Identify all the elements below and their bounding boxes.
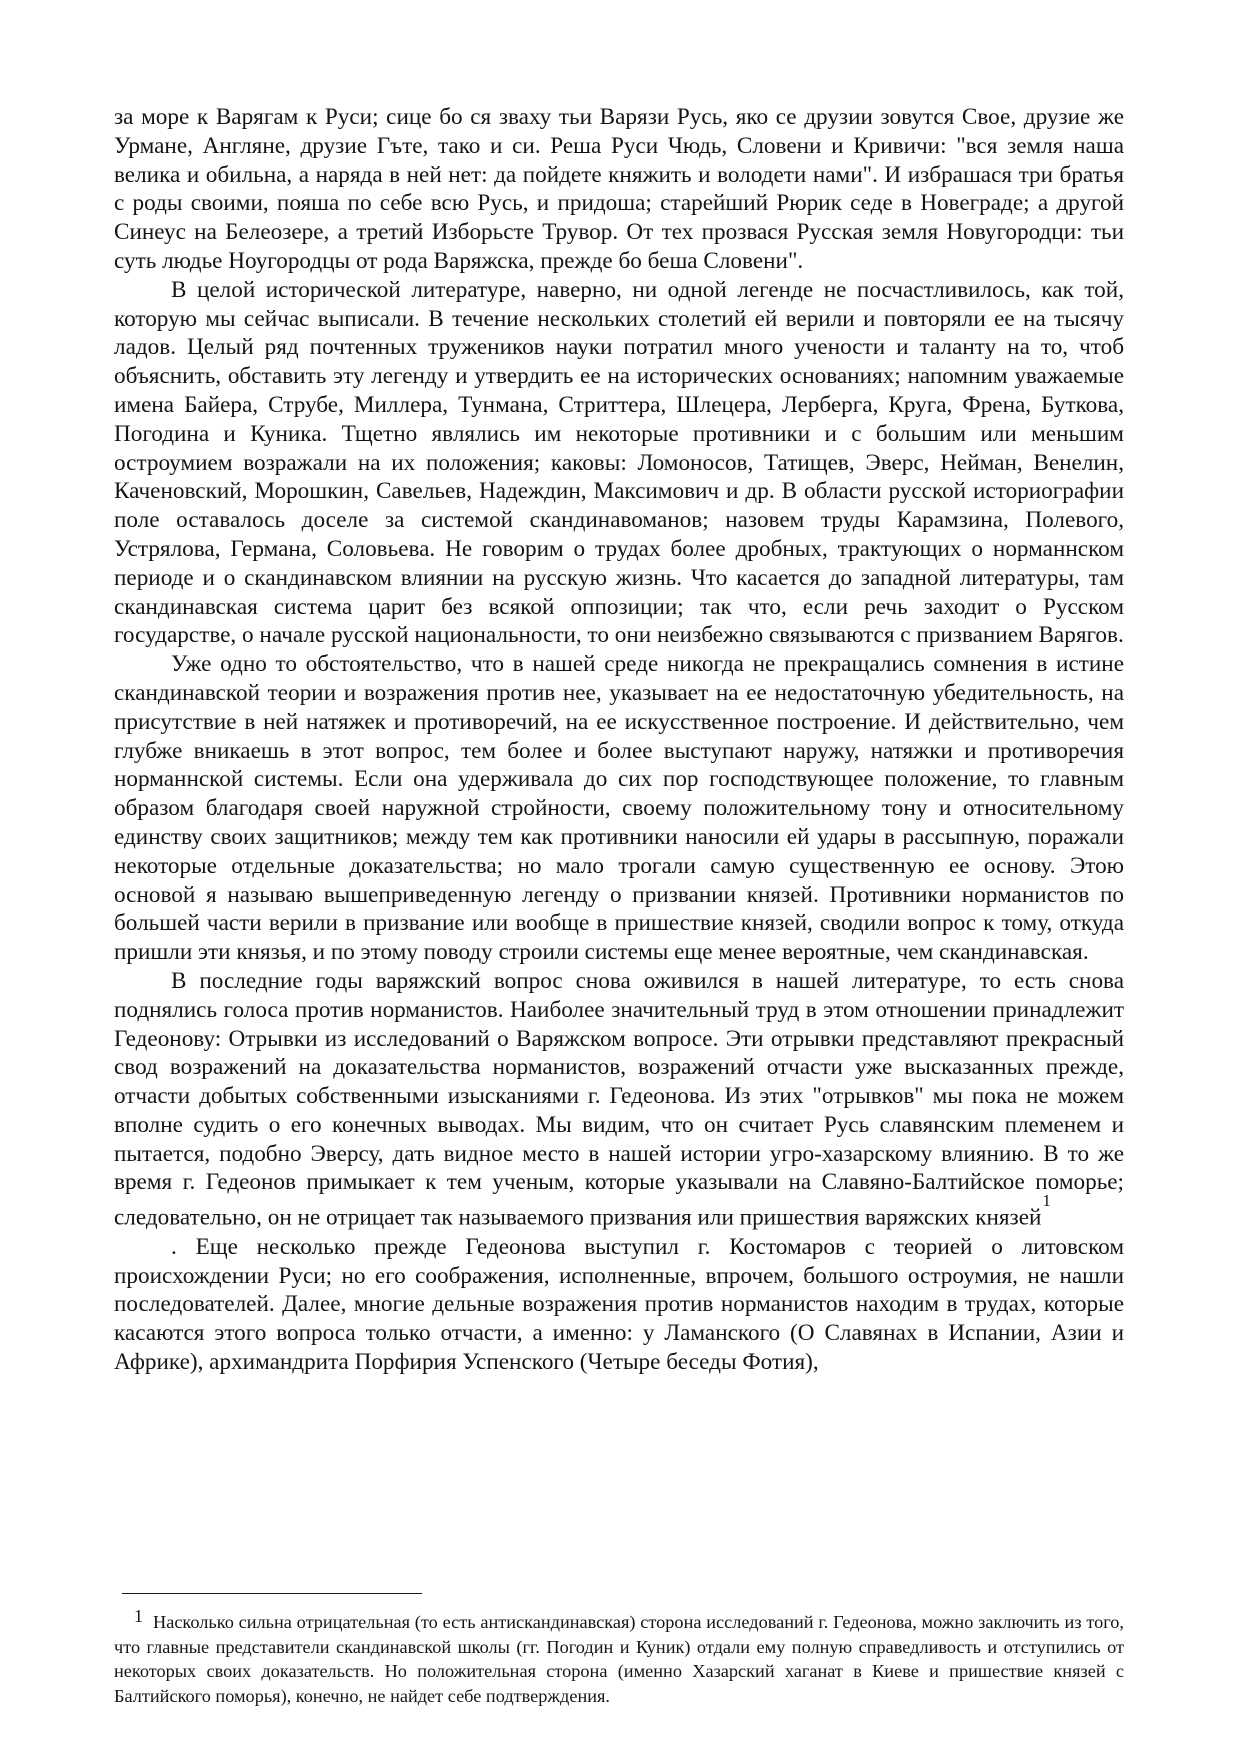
footnote-text: Насколько сильна отрицательная (то есть антискандинавская) сторона исследований г. Гедеонова, можно заключить из того, что главные представители скандинавской школы (гг. Погодин и Куник) отдали ему полную справедливость и отступились от некоторых своих доказательств. Но положительная сторона (именно Хазарский хаганат в Киеве и пришествие князей с Балтийского поморья), конечно, не найдет себе подтверждения. [114, 1612, 1124, 1706]
paragraph-scandinavian-theory: Уже одно то обстоятельство, что в нашей среде никогда не прекращались сомнения в истине скандинавской теории и возражения против нее, указывает на ее недостаточную убедительность, на присутствие в ней натяжек и противоречий, на ее искусственное построение. И действительно, чем глубже вникаешь в этот вопрос, тем более и более выступают наружу, натяжки и противоречия норманнской системы. Если она удерживала до сих пор господствующее положение, то главным образом благодаря своей наружной стройности, своему положительному тону и относительному единству своих защитников; между тем как противники наносили ей удары в рассыпную, поражали некоторые отдельные доказательства; но мало трогали самую существенную ее основу. Этою основой я называю вышеприведенную легенду о призвании князей. Противники норманистов по большей части верили в призвание или вообще в пришествие князей, сводили вопрос к тому, откуда пришли эти князья, и по этому поводу строили системы еще менее вероятные, чем скандинавская. [114, 651, 1124, 966]
footnote-separator [122, 1593, 422, 1594]
paragraph-kostomarov: . Еще несколько прежде Гедеонова выступил г. Костомаров с теорией о литовском происхождении Руси; но его соображения, исполненные, впрочем, большого остроумия, не нашли последователей. Далее, многие дельные возражения против норманистов находим в трудах, которые касаются этого вопроса только отчасти, а именно: у Ламанского (О Славянах в Испании, Азии и Африке), архимандрита Порфирия Успенского (Четыре беседы Фотия), [114, 1233, 1124, 1375]
paragraph-legend-quote: за море к Варягам к Руси; сице бо ся зваху тьи Варязи Русь, яко се друзии зовутся Свое, друзие же Урмане, Англяне, друзие Гъте, тако и си. Реша Руси Чюдь, Словени и Кривичи: "вся земля наша велика и обильна, а наряда в ней нет: да пойдете княжить и володети нами". И избрашася три братья с роды своими, пояша по себе всю Русь, и придоша; старейший Рюрик седе в Новеграде; а другой Синеус на Белеозере, а третий Изборьсте Трувор. От тех прозвася Русская земля Новугородци: тьи суть людье Ноугородцы от рода Варяжска, прежде бо беша Словени". [114, 104, 1124, 274]
footnote-reference[interactable]: 1 [1042, 1191, 1051, 1211]
footnote [114, 1606, 1124, 1708]
footnote-mark: 1 [134, 1606, 143, 1626]
paragraph-gedeonov [114, 967, 1124, 1233]
paragraph-historiography: В целой исторической литературе, наверно, ни одной легенде не посчастливилось, как той, которую мы сейчас выписали. В течение нескольких столетий ей верили и повторяли ее на тысячу ладов. Целый ряд почтенных тружеников науки потратил много учености и таланту на то, чтоб объяснить, обставить эту легенду и утвердить ее на исторических основаниях; напомним уважаемые имена Байера, Струбе, Миллера, Тунмана, Стриттера, Шлецера, Лерберга, Круга, Френа, Буткова, Погодина и Куника. Тщетно являлись им некоторые противники и с большим или меньшим остроумием возражали на их положения; каковы: Ломоносов, Татищев, Эверс, Нейман, Венелин, Каченовский, Морошкин, Савельев, Надеждин, Максимович и др. В области русской историографии поле оставалось доселе за системой скандинавоманов; назовем труды Карамзина, Полевого, Устрялова, Германа, Соловьева. Не говорим о трудах более дробных, трактующих о норманнском периоде и о скандинавском влиянии на русскую жизнь. Что касается до западной литературы, там скандинавская система царит без всякой оппозиции; так что, если речь заходит о Русском государстве, о начале русской национальности, то они неизбежно связываются с призванием Варягов. [114, 276, 1124, 649]
document-body [114, 103, 1124, 1377]
paragraph-gedeonov-text: В последние годы варяжский вопрос снова оживился в нашей литературе, то есть снова поднялись голоса против норманистов. Наиболее значительный труд в этом отношении принадлежит Гедеонову: Отрывки из исследований о Варяжском вопросе. Эти отрывки представляют прекрасный свод возражений на доказательства норманистов, возражений отчасти уже высказанных прежде, отчасти добытых собственными изысканиями г. Гедеонова. Из этих "отрывков" мы пока не можем вполне судить о его конечных выводах. Мы видим, что он считает Русь славянским племенем и пытается, подобно Эверсу, дать видное место в нашей истории угро-хазарскому влиянию. В то же время г. Гедеонов примыкает к тем ученым, которые указывали на Славяно-Балтийское поморье; следовательно, он не отрицает так называемого призвания или пришествия варяжских князей [114, 967, 1124, 1232]
